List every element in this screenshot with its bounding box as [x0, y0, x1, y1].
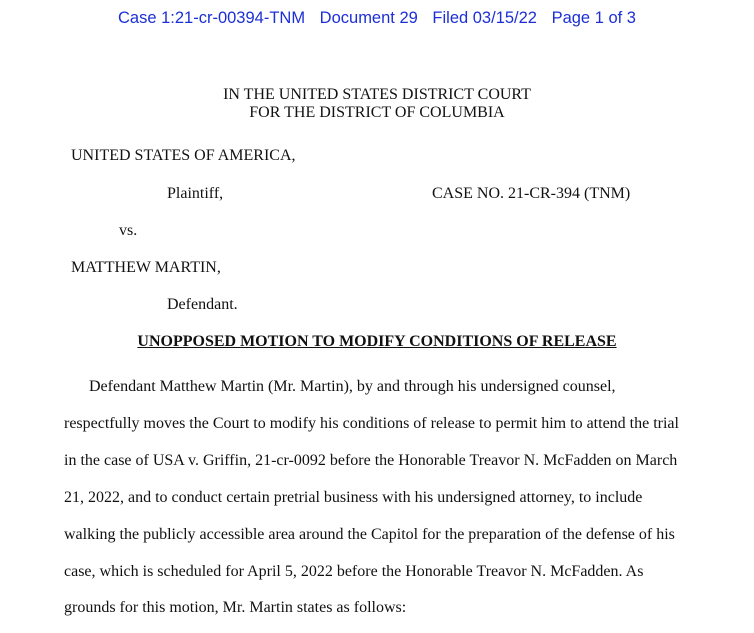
body-line: grounds for this motion, Mr. Martin states as follows:	[64, 599, 407, 616]
motion-title: UNOPPOSED MOTION TO MODIFY CONDITIONS OF RELEASE	[137, 333, 617, 350]
defendant-role: Defendant.	[167, 296, 238, 313]
case-no: CASE NO. 21-CR-394 (TNM)	[432, 185, 631, 202]
body-line: case, which is scheduled for April 5, 2022 before the Honorable Treavor N. McFadden. As	[64, 563, 644, 580]
body-line: 21, 2022, and to conduct certain pretrial business with his undersigned attorney, to include	[64, 489, 643, 506]
filed-date: Filed 03/15/22	[432, 9, 537, 27]
case-number: Case 1:21-cr-00394-TNM	[118, 9, 306, 27]
court-line-1: IN THE UNITED STATES DISTRICT COURT	[223, 86, 531, 103]
page-number: Page 1 of 3	[551, 9, 636, 27]
body-line: in the case of USA v. Griffin, 21-cr-0092 before the Honorable Treavor N. McFadden on March	[64, 452, 678, 469]
court-heading	[0, 86, 754, 122]
body-line: respectfully moves the Court to modify his conditions of release to permit him to attend the trial	[64, 415, 679, 432]
filing-header	[0, 9, 754, 28]
plaintiff-name: UNITED STATES OF AMERICA,	[71, 147, 296, 164]
body-line: walking the publicly accessible area around the Capitol for the preparation of the defense of his	[64, 526, 675, 543]
court-line-2: FOR THE DISTRICT OF COLUMBIA	[249, 104, 505, 121]
document-number: Document 29	[319, 9, 418, 27]
versus: vs.	[119, 222, 138, 239]
body-line: Defendant Matthew Martin (Mr. Martin), by and through his undersigned counsel,	[89, 378, 616, 395]
defendant-name: MATTHEW MARTIN,	[71, 259, 221, 276]
plaintiff-role: Plaintiff,	[167, 185, 224, 202]
